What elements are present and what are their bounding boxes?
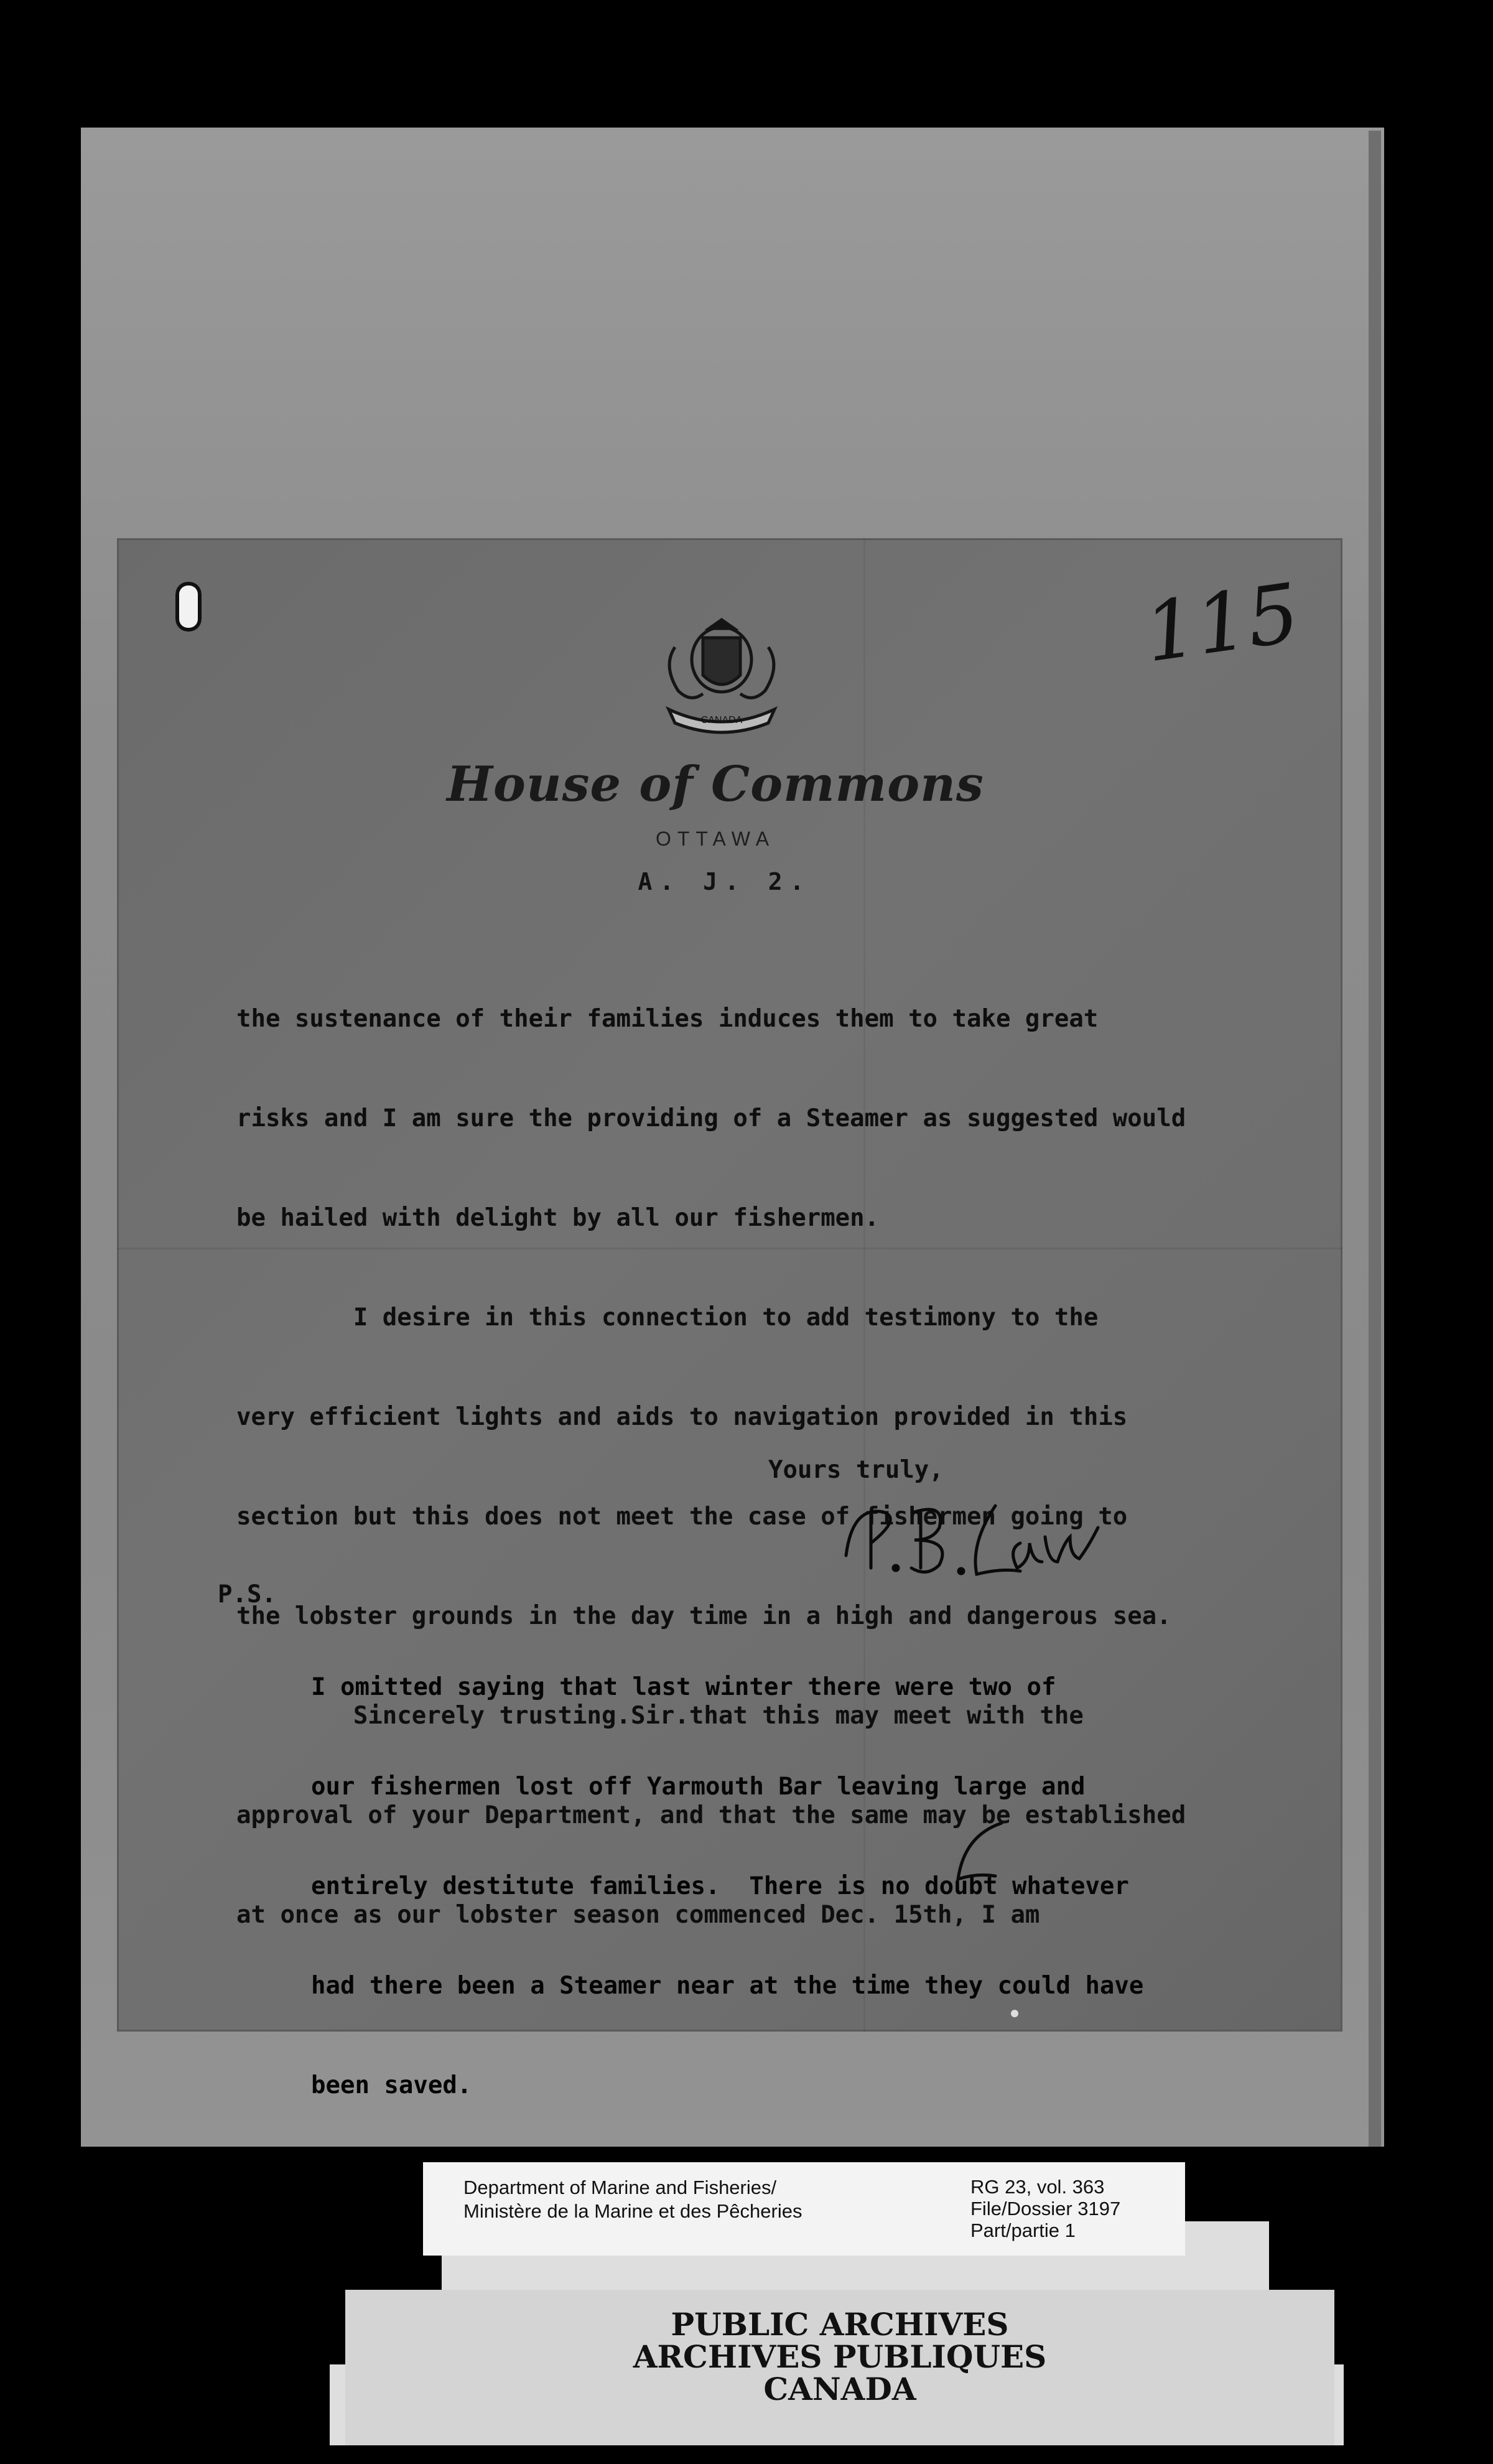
handwritten-signature	[834, 1487, 1107, 1593]
paper-speck	[1011, 2010, 1018, 2017]
postscript-line: entirely destitute families. There is no doubt whatever	[311, 1872, 1129, 1900]
postscript-line: our fishermen lost off Yarmouth Bar leaving large and	[311, 1773, 1086, 1801]
postscript-line: I omitted saying that last winter there were two of	[311, 1673, 1056, 1701]
handwritten-initial	[927, 1817, 1033, 1885]
body-line: the lobster grounds in the day time in a high and dangerous sea.	[236, 1602, 1171, 1630]
crest-motto: CANADA	[700, 715, 743, 726]
archive-reference-label	[423, 2162, 1185, 2256]
postscript-body	[311, 1613, 1306, 2160]
postscript-line: been saved.	[311, 2071, 472, 2099]
postscript-line: had there been a Steamer near at the time they could have	[311, 1972, 1144, 2000]
letterhead-title: House of Commons	[447, 756, 984, 813]
part-number: Part/partie 1	[970, 2219, 1076, 2241]
stamp-line-french: ARCHIVES PUBLIQUES	[633, 2338, 1047, 2375]
body-line: Sincerely trusting.Sir.that this may meet with the	[236, 1702, 1084, 1730]
body-line: I desire in this connection to add testimony to the	[236, 1304, 1099, 1332]
royal-coat-of-arms-crest	[650, 616, 793, 740]
stamp-line-country: CANADA	[763, 2371, 916, 2407]
stamp-line-english: PUBLIC ARCHIVES	[671, 2306, 1009, 2343]
letter-closing: Yours truly,	[768, 1456, 944, 1484]
body-line: the sustenance of their families induces them to take great	[236, 1005, 1099, 1033]
body-line: be hailed with delight by all our fishermen.	[236, 1204, 880, 1232]
archive-reference	[970, 2176, 1120, 2241]
archival-tag-mark	[175, 582, 202, 632]
body-line: section but this does not meet the case of fishermen going to	[236, 1503, 1128, 1531]
body-line: risks and I am sure the providing of a Steamer as suggested would	[236, 1104, 1186, 1132]
department-french: Ministère de la Marine et des Pêcheries	[463, 2200, 802, 2222]
public-archives-stamp	[345, 2290, 1334, 2445]
backing-sheet-edge	[1369, 131, 1381, 2147]
record-group: RG 23, vol. 363	[970, 2176, 1105, 2198]
letterhead-city: OTTAWA	[655, 828, 776, 850]
page-number: A. J. 2.	[638, 868, 812, 895]
archive-department	[463, 2176, 802, 2223]
department-english: Department of Marine and Fisheries/	[463, 2177, 777, 2198]
body-line: at once as our lobster season commenced Dec. 15th, I am	[236, 1901, 1040, 1929]
body-line: approval of your Department, and that the same may be established	[236, 1801, 1186, 1829]
body-line: very efficient lights and aids to navigation provided in this	[236, 1403, 1128, 1431]
file-number: File/Dossier 3197	[970, 2198, 1121, 2219]
postscript-label: P.S.	[218, 1580, 276, 1608]
folio-number: 115	[1138, 565, 1305, 681]
